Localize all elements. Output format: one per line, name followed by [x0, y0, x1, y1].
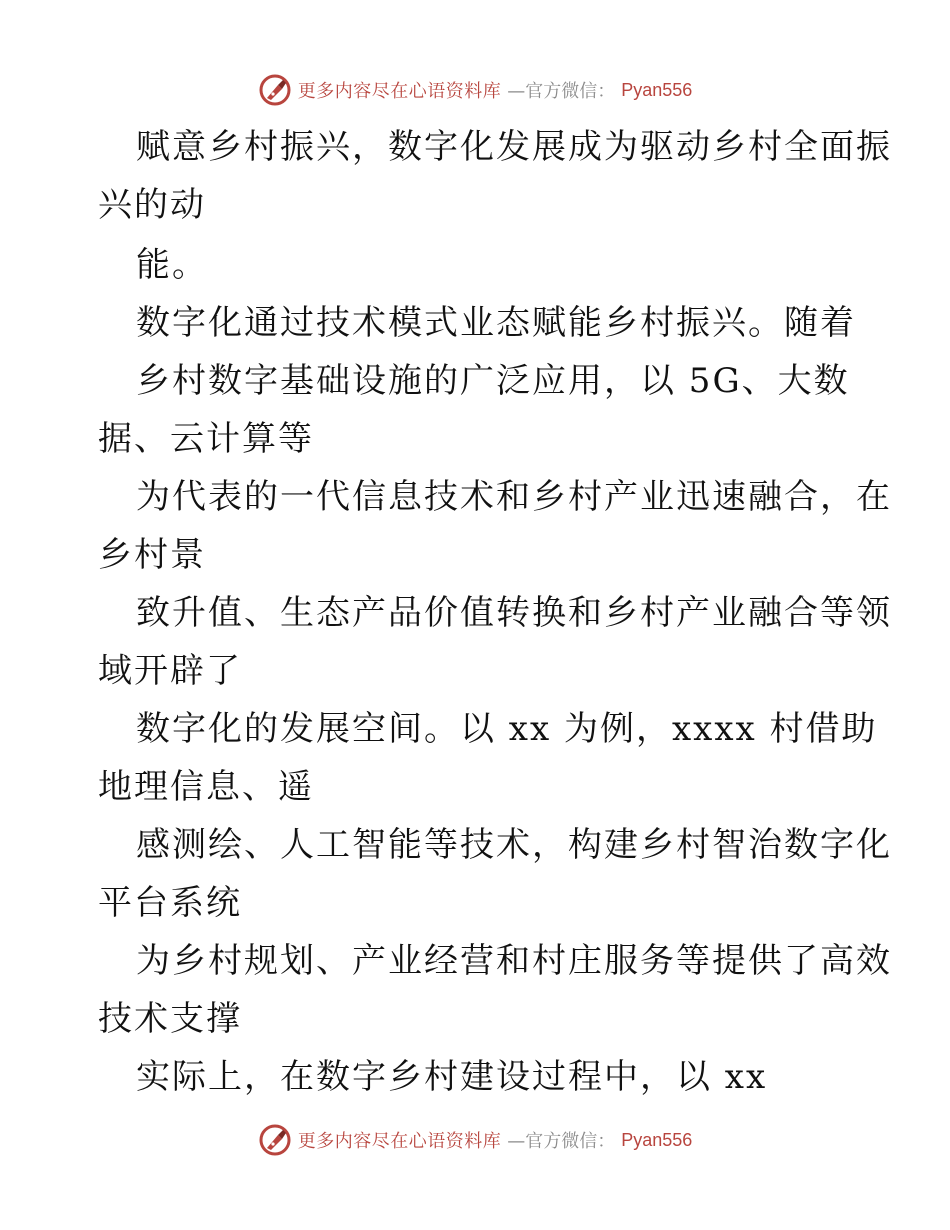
watermark-handle: Pyan556 — [621, 79, 693, 100]
text-line: 平台系统 — [98, 883, 242, 923]
pen-nib-logo-icon — [258, 73, 292, 107]
text-line: 地理信息、遥 — [98, 767, 314, 807]
watermark-title: 更多内容尽在心语资料库 — [297, 81, 502, 102]
text-line: 技术支撑 — [98, 999, 242, 1039]
text-line: 兴的动 — [98, 185, 206, 225]
text-line: 能。 — [136, 245, 208, 285]
text-line: 数字化的发展空间。以 xx 为例，xxxx 村借助 — [136, 709, 878, 749]
text-line: 据、云计算等 — [98, 419, 314, 459]
watermark-title: 更多内容尽在心语资料库 — [297, 1131, 502, 1152]
text-line: 乡村景 — [98, 535, 206, 575]
text-line: 乡村数字基础设施的广泛应用，以 5G、大数 — [136, 361, 850, 401]
pen-nib-logo-icon — [258, 1123, 292, 1157]
text-line: 为代表的一代信息技术和乡村产业迅速融合，在 — [136, 477, 892, 517]
footer-watermark — [0, 1120, 950, 1160]
text-line: 域开辟了 — [98, 651, 242, 691]
text-line: 数字化通过技术模式业态赋能乡村振兴。随着 — [136, 303, 856, 343]
text-line: 致升值、生态产品价值转换和乡村产业融合等领 — [136, 593, 892, 633]
watermark-separator: —官方微信： — [507, 1131, 616, 1152]
header-watermark — [0, 70, 950, 110]
text-line: 为乡村规划、产业经营和村庄服务等提供了高效 — [136, 941, 892, 981]
text-line: 实际上，在数字乡村建设过程中，以 xx — [136, 1057, 768, 1097]
text-line: 赋意乡村振兴，数字化发展成为驱动乡村全面振 — [136, 127, 892, 167]
watermark-handle: Pyan556 — [621, 1129, 693, 1150]
watermark-separator: —官方微信： — [507, 81, 616, 102]
text-line: 感测绘、人工智能等技术，构建乡村智治数字化 — [136, 825, 892, 865]
